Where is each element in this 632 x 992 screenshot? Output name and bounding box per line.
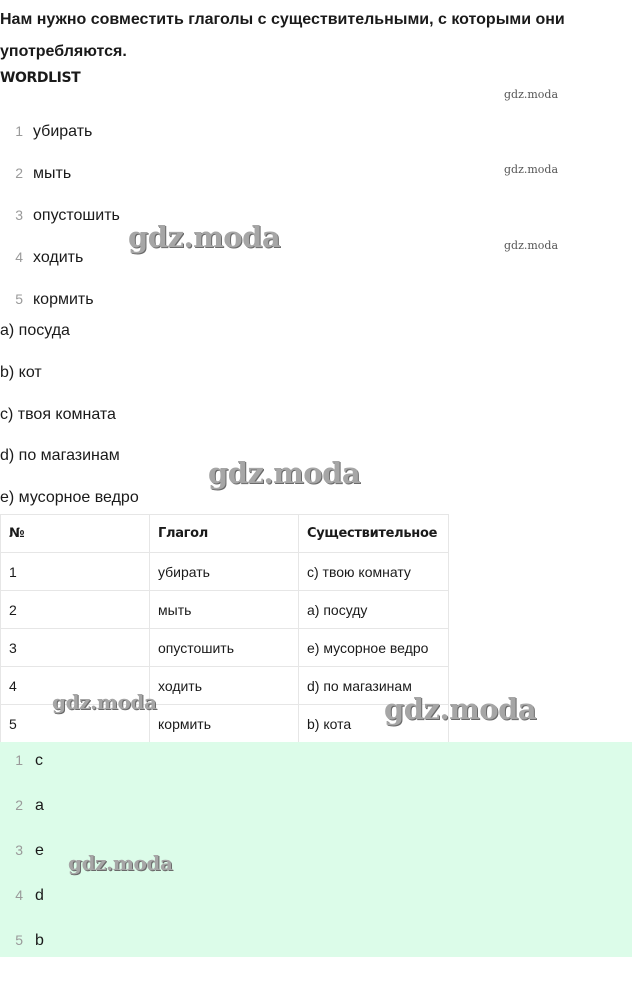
item-text: кормить: [33, 291, 94, 308]
wordlist-heading: WORDLIST: [0, 70, 81, 86]
watermark: gdz.moda: [384, 692, 537, 726]
item-number: 4: [15, 887, 23, 903]
table-row: [1, 629, 449, 667]
list-item: [0, 787, 632, 832]
item-text: a: [35, 797, 44, 814]
list-item: [0, 742, 632, 787]
item-number: 1: [15, 123, 23, 139]
list-item: [0, 194, 120, 236]
task-instruction: Нам нужно совместить глаголы с существительными, с которыми они употребляются.: [0, 11, 565, 60]
item-text: c: [35, 752, 43, 769]
column-header: Существительное: [299, 515, 449, 553]
list-item: [0, 110, 120, 152]
noun-list: [0, 310, 139, 519]
item-number: 3: [15, 842, 23, 858]
table-cell: 2: [1, 591, 150, 629]
list-item: [0, 236, 120, 278]
watermark: gdz.moda: [504, 239, 559, 252]
table-cell: 1: [1, 553, 150, 591]
table-cell: ходить: [150, 667, 299, 705]
table-cell: c) твою комнату: [299, 553, 449, 591]
table-row: [1, 553, 449, 591]
item-text: мыть: [33, 165, 72, 182]
table-cell: мыть: [150, 591, 299, 629]
watermark: gdz.moda: [68, 851, 173, 875]
table-cell: опустошить: [150, 629, 299, 667]
item-number: 2: [15, 797, 23, 813]
list-item: b) кот: [0, 363, 42, 381]
list-item: c) твоя комната: [0, 405, 116, 423]
verb-list: [0, 110, 120, 320]
watermark: gdz.moda: [504, 88, 559, 101]
item-text: ходить: [33, 249, 84, 266]
item-number: 5: [15, 291, 23, 307]
table-cell: d) по магазинам: [299, 667, 449, 705]
table-cell: 4: [1, 667, 150, 705]
table-cell: 3: [1, 629, 150, 667]
watermark: gdz.moda: [128, 220, 281, 254]
table-cell: b) кота: [299, 705, 449, 743]
column-header: Глагол: [150, 515, 299, 553]
item-number: 1: [15, 752, 23, 768]
item-text: опустошить: [33, 207, 120, 224]
table-cell: 5: [1, 705, 150, 743]
list-item: a) посуда: [0, 322, 70, 339]
watermark: gdz.moda: [52, 690, 157, 714]
item-text: убирать: [33, 123, 93, 140]
list-item: d) по магазинам: [0, 447, 120, 465]
watermark: gdz.moda: [208, 456, 361, 490]
list-item: [0, 877, 632, 922]
item-number: 5: [15, 932, 23, 948]
table-cell: e) мусорное ведро: [299, 629, 449, 667]
table-cell: кормить: [150, 705, 299, 743]
item-number: 4: [15, 249, 23, 265]
list-item: e) мусорное ведро: [0, 489, 139, 506]
item-number: 3: [15, 207, 23, 223]
table-header-row: [1, 515, 449, 553]
list-item: [0, 152, 120, 194]
item-text: d: [35, 887, 44, 904]
column-header: №: [1, 515, 150, 553]
item-text: e: [35, 842, 44, 859]
list-item: [0, 922, 632, 967]
table-row: [1, 591, 449, 629]
item-text: b: [35, 932, 44, 949]
item-number: 2: [15, 165, 23, 181]
table-cell: убирать: [150, 553, 299, 591]
answer-box: [0, 742, 632, 957]
table-cell: а) посуду: [299, 591, 449, 629]
watermark: gdz.moda: [504, 163, 559, 176]
